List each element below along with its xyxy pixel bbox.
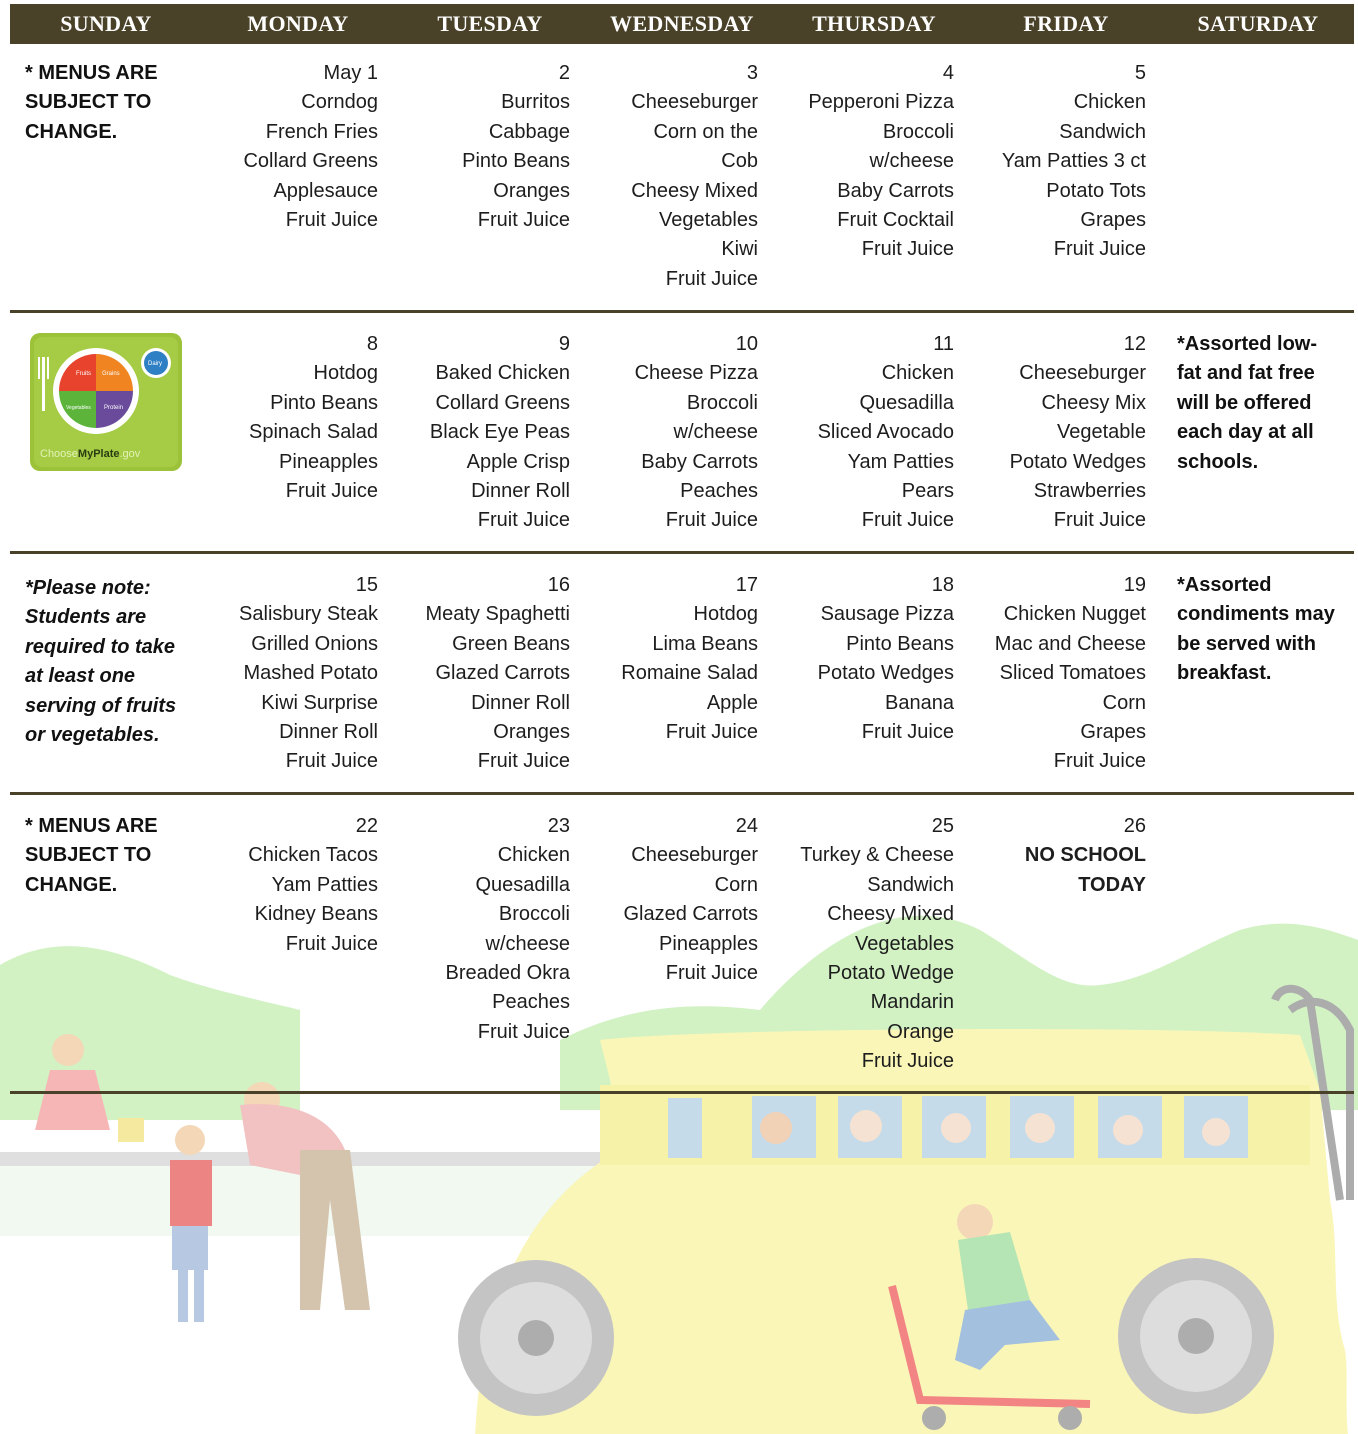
menu-item: Cheeseburger (1019, 362, 1146, 385)
day-number: 26 (1123, 815, 1146, 837)
day-number: 10 (735, 333, 758, 355)
svg-text:ChooseMyPlate.gov (40, 448, 141, 460)
menu-item: Glazed Carrots (435, 662, 570, 685)
menu-item: Potato Wedge (827, 962, 954, 985)
myplate-label-fruits: Fruits (76, 371, 91, 377)
menu-item: Fruit Juice (477, 750, 570, 773)
menu-item: Orange (887, 1020, 954, 1043)
day-cell (396, 571, 570, 777)
menu-item: Sandwich (867, 873, 954, 896)
menu-item: Strawberries (1033, 480, 1146, 503)
day-cell (972, 812, 1146, 900)
menu-item: Cheesy Mix (1041, 391, 1146, 414)
menu-item: Baked Chicken (435, 362, 570, 385)
day-cell (972, 330, 1146, 536)
menu-item: Apple (706, 691, 758, 714)
menu-item: Sliced Avocado (817, 421, 954, 444)
day-cell (204, 59, 378, 235)
menu-item: Collard Greens (435, 391, 570, 414)
saturday-note: *Assorted low-fat and fat free will be offered each day at all schools. (1177, 333, 1318, 473)
day-cell (780, 59, 954, 265)
menu-item: Green Beans (452, 632, 570, 655)
menu-item: Corn (1102, 691, 1146, 714)
sunday-note: * MENUS ARE SUBJECT TO CHANGE. (25, 62, 158, 143)
menu-item: Pepperoni Pizza (808, 91, 954, 114)
myplate-text-prefix: Choose (40, 448, 78, 460)
day-number: 25 (931, 815, 954, 837)
menu-item: Grapes (1080, 209, 1146, 232)
sunday-note: * MENUS ARE SUBJECT TO CHANGE. (25, 815, 158, 896)
myplate-label-grains: Grains (102, 371, 120, 377)
menu-item: Fruit Juice (285, 480, 378, 503)
day-number: 15 (355, 574, 378, 596)
header-friday: FRIDAY (1023, 11, 1109, 36)
header-saturday: SATURDAY (1197, 11, 1319, 36)
header-wednesday: WEDNESDAY (610, 11, 754, 36)
header-sunday: SUNDAY (60, 11, 152, 36)
menu-item: Applesauce (273, 179, 378, 202)
myplate-label-vegetables: Vegetables (66, 405, 91, 411)
menu-item: Fruit Juice (1053, 509, 1146, 532)
menu-item: Black Eye Peas (429, 421, 570, 444)
menu-item: Pineapples (659, 932, 758, 955)
menu-item: Oranges (493, 721, 570, 744)
menu-item: Pinto Beans (270, 391, 378, 414)
day-number: 19 (1123, 574, 1146, 596)
day-number: 22 (355, 815, 378, 837)
menu-item: Salisbury Steak (239, 603, 378, 626)
day-cell (584, 812, 758, 988)
day-cell (396, 330, 570, 536)
menu-item: Kiwi Surprise (261, 691, 378, 714)
menu-item: Potato Wedges (1009, 450, 1146, 473)
menu-item: Fruit Juice (861, 1050, 954, 1073)
menu-item: Cheesy Mixed (631, 179, 758, 202)
menu-item: Fruit Juice (665, 509, 758, 532)
menu-item: Fruit Cocktail (837, 209, 954, 232)
menu-item: Hotdog (693, 603, 758, 626)
menu-item: Pears (901, 480, 954, 503)
menu-item: Cheese Pizza (634, 362, 758, 385)
menu-item: Fruit Juice (665, 962, 758, 985)
menu-item: Broccoli (498, 903, 570, 926)
menu-item: w/cheese (673, 421, 758, 444)
menu-item: Chicken Tacos (248, 844, 378, 867)
myplate-logo-icon (30, 333, 182, 471)
menu-item: Kiwi (721, 238, 758, 261)
menu-item: Yam Patties (847, 450, 954, 473)
myplate-label-dairy: Dairy (148, 361, 163, 367)
menu-item: Yam Patties (271, 873, 378, 896)
menu-item: Fruit Juice (861, 509, 954, 532)
menu-item: Broccoli (686, 391, 758, 414)
myplate-label-protein: Protein (104, 405, 124, 411)
menu-item: Fruit Juice (285, 209, 378, 232)
day-number: 12 (1123, 333, 1146, 355)
day-cell (204, 571, 378, 777)
menu-item: Breaded Okra (445, 962, 570, 985)
menu-item: Baby Carrots (641, 450, 758, 473)
menu-item: Chicken Nugget (1003, 603, 1146, 626)
menu-item: Dinner Roll (279, 721, 378, 744)
menu-item: Peaches (680, 480, 758, 503)
menu-item: Quesadilla (859, 391, 954, 414)
day-number: 18 (931, 574, 954, 596)
menu-item: Fruit Juice (861, 238, 954, 261)
day-cell (204, 330, 378, 506)
menu-item: Chicken (881, 362, 954, 385)
day-cell (780, 812, 954, 1077)
day-cell (584, 59, 758, 294)
menu-item: Kidney Beans (254, 903, 378, 926)
menu-item: Banana (885, 691, 954, 714)
day-cell (396, 812, 570, 1047)
day-number: 11 (933, 333, 954, 355)
day-number: 3 (746, 62, 758, 84)
menu-item: Mashed Potato (243, 662, 378, 685)
menu-item: Peaches (492, 991, 570, 1014)
menu-item: Sausage Pizza (820, 603, 954, 626)
week-separator (10, 1091, 1354, 1094)
menu-item: Fruit Juice (477, 1020, 570, 1043)
menu-item: Corn (714, 873, 758, 896)
day-cell (780, 571, 954, 747)
menu-item: Fruit Juice (1053, 238, 1146, 261)
day-number: 5 (1134, 62, 1146, 84)
header-monday: MONDAY (247, 11, 349, 36)
menu-item: Baby Carrots (837, 179, 954, 202)
menu-item: Sliced Tomatoes (999, 662, 1146, 685)
menu-item: TODAY (1078, 873, 1146, 896)
menu-item: Potato Wedges (817, 662, 954, 685)
weekday-header-bar (10, 4, 1354, 44)
saturday-note: *Assorted condiments may be served with breakfast. (1177, 574, 1335, 685)
myplate-text-suffix: .gov (119, 448, 141, 460)
day-number: 16 (547, 574, 570, 596)
menu-item: Cheeseburger (631, 844, 758, 867)
menu-item: Hotdog (313, 362, 378, 385)
menu-item: Corndog (301, 91, 378, 114)
menu-item: Vegetable (1057, 421, 1146, 444)
menu-item: Dinner Roll (471, 480, 570, 503)
sunday-note: *Please note: Students are required to take at least one serving of fruits or vegetables. (25, 577, 177, 747)
menu-item: Corn on the (653, 120, 758, 143)
menu-item: Turkey & Cheese (800, 844, 954, 867)
day-number: 8 (366, 333, 378, 355)
menu-item: w/cheese (485, 932, 570, 955)
menu-item: Oranges (493, 179, 570, 202)
menu-item: Chicken (1073, 91, 1146, 114)
menu-item: Fruit Juice (665, 267, 758, 290)
menu-item: Romaine Salad (621, 662, 758, 685)
header-thursday: THURSDAY (812, 11, 936, 36)
menu-item: Vegetables (855, 932, 954, 955)
menu-item: Fruit Juice (1053, 750, 1146, 773)
day-number: 4 (942, 62, 954, 84)
menu-item: Lima Beans (652, 632, 758, 655)
menu-item: Glazed Carrots (623, 903, 758, 926)
menu-item: Cabbage (488, 120, 570, 143)
day-cell (204, 812, 378, 959)
week-separator (10, 310, 1354, 313)
menu-item: Meaty Spaghetti (425, 603, 570, 626)
menu-item: Fruit Juice (477, 209, 570, 232)
menu-item: Spinach Salad (249, 421, 378, 444)
menu-item: Fruit Juice (285, 750, 378, 773)
menu-item: Potato Tots (1046, 179, 1146, 202)
menu-item: Cheeseburger (631, 91, 758, 114)
menu-item: Quesadilla (475, 873, 570, 896)
menu-item: Pinto Beans (462, 150, 570, 173)
menu-item: Vegetables (659, 209, 758, 232)
week-separator (10, 551, 1354, 554)
day-number: 2 (558, 62, 570, 84)
menu-item: Grilled Onions (251, 632, 378, 655)
menu-item: Apple Crisp (466, 450, 570, 473)
menu-item: Sandwich (1059, 120, 1146, 143)
menu-item: Fruit Juice (285, 932, 378, 955)
myplate-text-brand: MyPlate (77, 448, 120, 460)
menu-item: Pineapples (279, 450, 378, 473)
menu-item: Fruit Juice (665, 721, 758, 744)
menu-item: Mac and Cheese (994, 632, 1146, 655)
menu-item: Grapes (1080, 721, 1146, 744)
menu-item: Fruit Juice (477, 509, 570, 532)
day-cell (780, 330, 954, 536)
menu-item: Pinto Beans (846, 632, 954, 655)
menu-item: Mandarin (870, 991, 954, 1014)
menu-item: w/cheese (869, 150, 954, 173)
day-cell (584, 330, 758, 536)
menu-item: Cheesy Mixed (827, 903, 954, 926)
menu-item: NO SCHOOL (1024, 844, 1146, 867)
menu-item: Broccoli (882, 120, 954, 143)
menu-item: French Fries (265, 120, 378, 143)
day-cell (584, 571, 758, 747)
menu-item: Fruit Juice (861, 721, 954, 744)
menu-item: Collard Greens (243, 150, 378, 173)
menu-item: Chicken (497, 844, 570, 867)
day-number: 23 (547, 815, 570, 837)
menu-item: Cob (721, 150, 758, 173)
day-cell (396, 59, 570, 235)
day-cell (972, 571, 1146, 777)
menu-item: Burritos (501, 91, 570, 114)
day-number: May 1 (323, 62, 378, 84)
week-separator (10, 792, 1354, 795)
day-number: 24 (735, 815, 758, 837)
day-number: 9 (558, 333, 570, 355)
menu-item: Dinner Roll (471, 691, 570, 714)
menu-item: Yam Patties 3 ct (1001, 150, 1146, 173)
day-cell (972, 59, 1146, 265)
day-number: 17 (735, 574, 758, 596)
header-tuesday: TUESDAY (437, 11, 543, 36)
